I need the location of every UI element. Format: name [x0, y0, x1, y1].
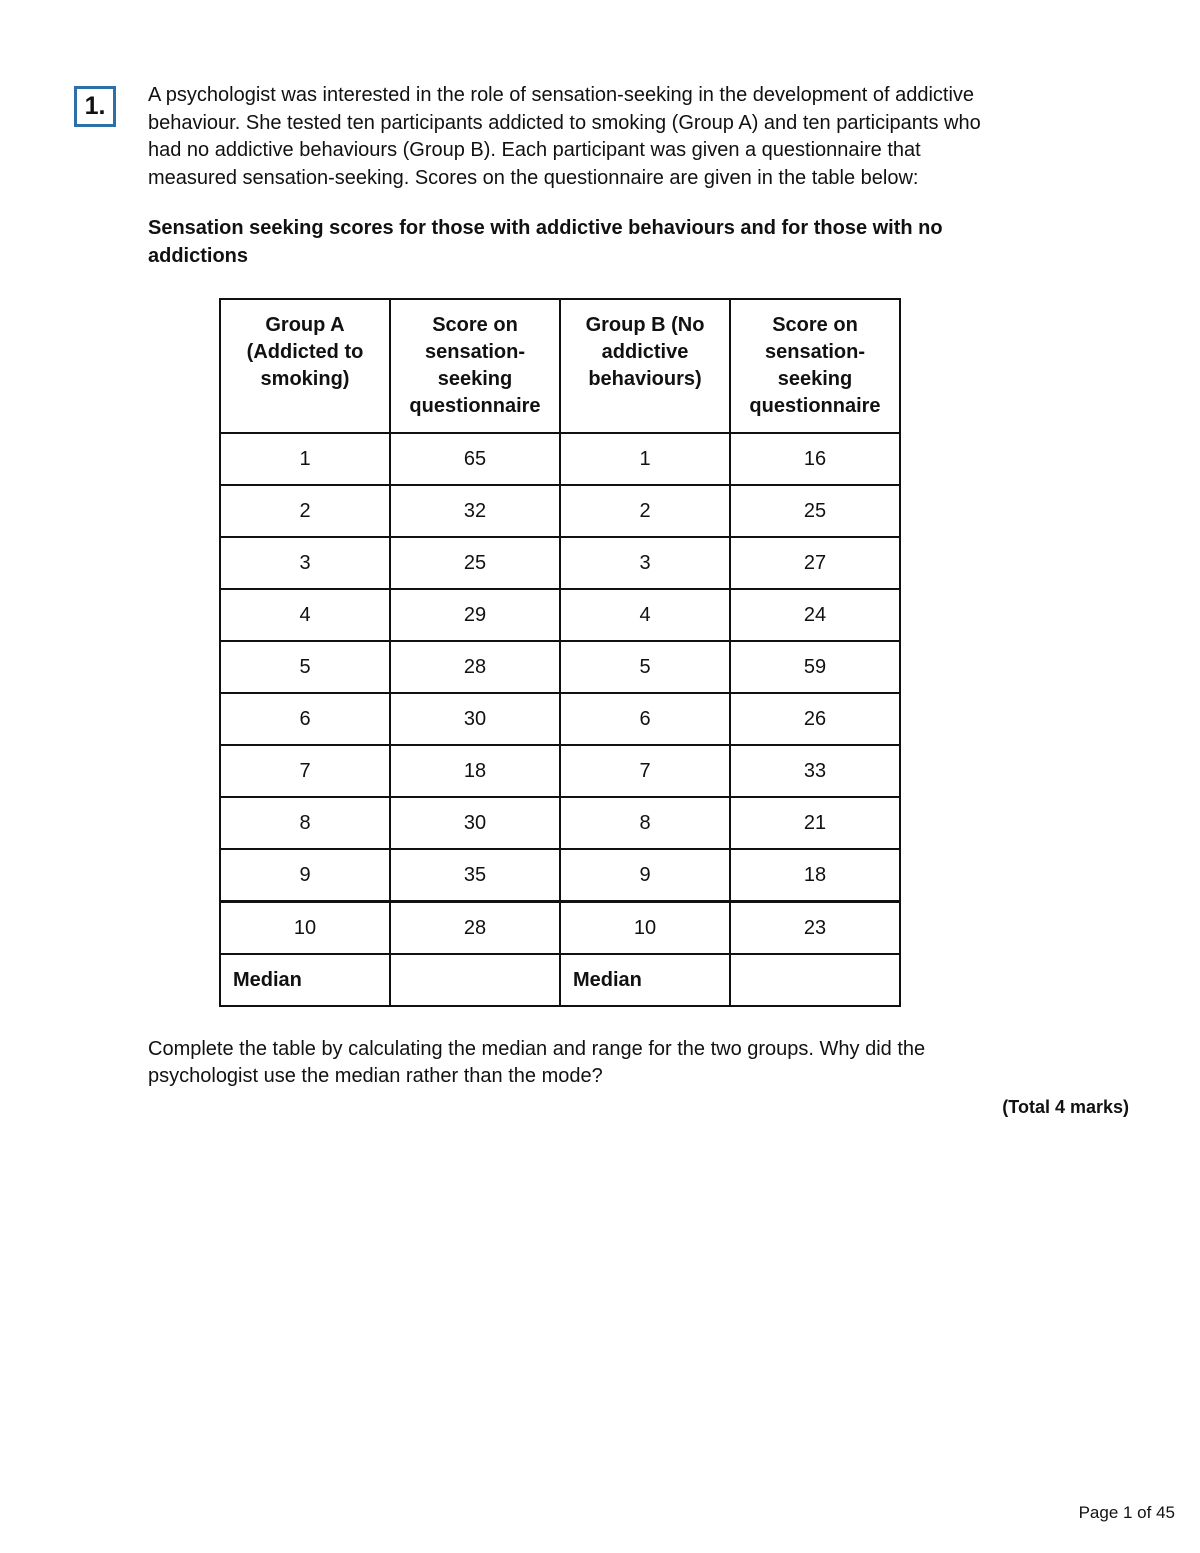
table-row: [220, 485, 900, 537]
table-row: [220, 797, 900, 849]
table-row: [220, 433, 900, 485]
cell-score-b: 24: [730, 589, 900, 641]
cell-participant-a: 6: [220, 693, 390, 745]
cell-score-b: 59: [730, 641, 900, 693]
header-group-a: [220, 299, 390, 433]
cell-score-a: 28: [390, 641, 560, 693]
question-intro: [148, 82, 1068, 192]
cell-participant-a: 9: [220, 849, 390, 902]
scores-table: [219, 298, 901, 1007]
header-line: addictive: [601, 341, 689, 363]
intro-line: had no addictive behaviours (Group B). Each participant was given a questionnaire that: [148, 139, 921, 161]
cell-score-a: 32: [390, 485, 560, 537]
header-score-a: [390, 299, 560, 433]
median-label-b: Median: [560, 954, 730, 1006]
header-line: questionnaire: [409, 395, 541, 417]
cell-score-a: 30: [390, 797, 560, 849]
cell-score-a: 18: [390, 745, 560, 797]
cell-participant-b: 4: [560, 589, 730, 641]
cell-score-b: 18: [730, 849, 900, 902]
cell-score-a: 65: [390, 433, 560, 485]
header-line: Score on: [432, 314, 518, 336]
table-row: [220, 589, 900, 641]
table-row: [220, 537, 900, 589]
cell-participant-b: 7: [560, 745, 730, 797]
header-line: seeking: [777, 368, 853, 390]
median-answer-b[interactable]: [730, 954, 900, 1006]
header-line: Score on: [772, 314, 858, 336]
header-line: questionnaire: [749, 395, 881, 417]
cell-participant-b: 6: [560, 693, 730, 745]
cell-participant-a: 7: [220, 745, 390, 797]
table-row: [220, 745, 900, 797]
question-number-box: [74, 86, 116, 127]
cell-participant-b: 5: [560, 641, 730, 693]
header-line: Group B (No: [585, 314, 705, 336]
cell-participant-a: 10: [220, 902, 390, 955]
table-row: [220, 693, 900, 745]
median-label-a: Median: [220, 954, 390, 1006]
table-row: [220, 849, 900, 902]
header-score-b: [730, 299, 900, 433]
table-header-row: [220, 299, 900, 433]
cell-score-b: 27: [730, 537, 900, 589]
median-answer-a[interactable]: [390, 954, 560, 1006]
cell-score-b: 16: [730, 433, 900, 485]
header-line: behaviours): [588, 368, 702, 390]
table-caption: Sensation seeking scores for those with addictive behaviours and for those with no addictions: [148, 217, 943, 267]
header-group-b: [560, 299, 730, 433]
intro-line: A psychologist was interested in the role of sensation-seeking in the development of addictive: [148, 84, 975, 106]
cell-score-a: 28: [390, 902, 560, 955]
cell-participant-b: 2: [560, 485, 730, 537]
median-row: [220, 954, 900, 1006]
header-line: sensation-: [764, 341, 866, 363]
cell-score-b: 23: [730, 902, 900, 955]
cell-participant-b: 10: [560, 902, 730, 955]
cell-score-b: 21: [730, 797, 900, 849]
cell-score-a: 29: [390, 589, 560, 641]
cell-score-b: 33: [730, 745, 900, 797]
cell-participant-b: 9: [560, 849, 730, 902]
cell-score-a: 30: [390, 693, 560, 745]
intro-line: behaviour. She tested ten participants addicted to smoking (Group A) and ten participants who: [148, 111, 981, 134]
page-number: Page 1 of 45: [1078, 1503, 1175, 1522]
cell-participant-a: 1: [220, 433, 390, 485]
header-line: sensation-: [424, 341, 526, 363]
header-line: seeking: [437, 368, 513, 390]
header-line: smoking): [260, 368, 350, 390]
cell-participant-a: 5: [220, 641, 390, 693]
cell-participant-a: 2: [220, 485, 390, 537]
cell-participant-b: 1: [560, 433, 730, 485]
prompt-line: Complete the table by calculating the median and range for the two groups. Why did the: [148, 1038, 926, 1060]
cell-score-b: 26: [730, 693, 900, 745]
header-line: (Addicted to: [246, 341, 364, 363]
question-prompt: [148, 1036, 1048, 1090]
total-marks: (Total 4 marks): [1002, 1097, 1129, 1117]
cell-participant-b: 3: [560, 537, 730, 589]
table-row: [220, 902, 900, 955]
cell-score-b: 25: [730, 485, 900, 537]
cell-participant-a: 4: [220, 589, 390, 641]
cell-score-a: 25: [390, 537, 560, 589]
cell-participant-a: 8: [220, 797, 390, 849]
header-line: Group A: [265, 314, 345, 336]
cell-score-a: 35: [390, 849, 560, 902]
cell-participant-a: 3: [220, 537, 390, 589]
question-number: 1.: [84, 92, 106, 120]
table-row: [220, 641, 900, 693]
cell-participant-b: 8: [560, 797, 730, 849]
intro-line: measured sensation-seeking. Scores on the questionnaire are given in the table below:: [148, 166, 919, 189]
prompt-line: psychologist use the median rather than the mode?: [148, 1065, 603, 1087]
